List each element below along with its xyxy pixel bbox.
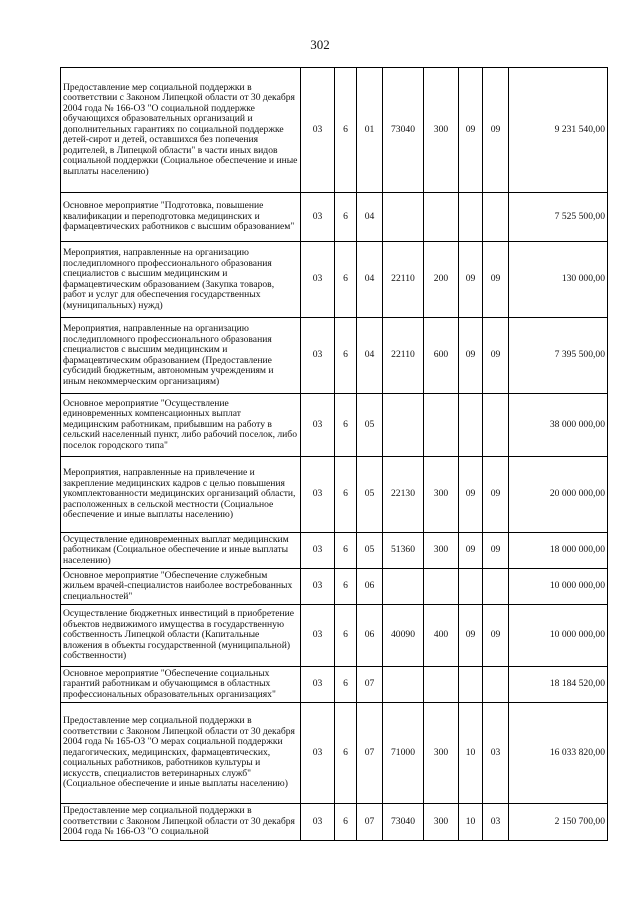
table-row — [61, 193, 608, 242]
description-cell: Мероприятия, направленные на организацию последипломного профессионального образования специалистов с высшим медицинским и фармацевтическим образованием (Закупка товаров, работ и услуг для обеспечения государственных (муниципальных) нужд) — [61, 242, 301, 318]
amount-cell: 20 000 000,00 — [509, 457, 608, 533]
description-cell: Основное мероприятие "Обеспечение служебным жильем врачей-специалистов наиболее востребованных специальностей" — [61, 569, 301, 605]
code-2-cell: 6 — [335, 569, 357, 605]
code-1-cell: 03 — [301, 242, 335, 318]
code-5-cell — [424, 193, 459, 242]
table-row — [61, 804, 608, 841]
code-2-cell: 6 — [335, 667, 357, 703]
code-7-cell: 09 — [483, 242, 509, 318]
code-2-cell: 6 — [335, 242, 357, 318]
code-5-cell — [424, 394, 459, 457]
code-3-cell: 05 — [357, 394, 383, 457]
code-2-cell: 6 — [335, 533, 357, 569]
description-cell: Мероприятия, направленные на привлечение и закрепление медицинских кадров с целью повышения укомплектованности медицинских организаций области, расположенных в сельской местности (Социальное обеспечение и иные выплаты населению) — [61, 457, 301, 533]
code-1-cell: 03 — [301, 533, 335, 569]
table-row — [61, 569, 608, 605]
code-3-cell: 07 — [357, 667, 383, 703]
description-cell: Предоставление мер социальной поддержки в соответствии с Законом Липецкой области от 30 декабря 2004 года № 166-ОЗ "О социальной — [61, 804, 301, 841]
code-5-cell: 300 — [424, 533, 459, 569]
code-3-cell: 07 — [357, 804, 383, 841]
code-4-cell: 22110 — [383, 318, 424, 394]
code-7-cell: 09 — [483, 68, 509, 193]
code-5-cell: 600 — [424, 318, 459, 394]
description-cell: Основное мероприятие "Подготовка, повышение квалификации и переподготовка медицинских и фармацевтических работников с высшим образованием" — [61, 193, 301, 242]
code-7-cell — [483, 193, 509, 242]
table-row — [61, 457, 608, 533]
code-6-cell: 09 — [459, 318, 483, 394]
code-7-cell — [483, 394, 509, 457]
code-4-cell: 22130 — [383, 457, 424, 533]
amount-cell: 7 525 500,00 — [509, 193, 608, 242]
code-3-cell: 04 — [357, 193, 383, 242]
code-1-cell: 03 — [301, 394, 335, 457]
code-7-cell: 09 — [483, 457, 509, 533]
code-5-cell: 300 — [424, 703, 459, 804]
page-number: 302 — [310, 37, 330, 52]
code-4-cell: 73040 — [383, 804, 424, 841]
code-5-cell — [424, 667, 459, 703]
description-cell: Предоставление мер социальной поддержки в соответствии с Законом Липецкой области от 30 декабря 2004 года № 165-ОЗ "О мерах социальной поддержки педагогических, медицинских, фармацевтических, социальных работников, работников культуры и искусств, специалистов ветеринарных служб" (Социальное обеспечение и иные выплаты населению) — [61, 703, 301, 804]
code-4-cell — [383, 569, 424, 605]
code-7-cell: 09 — [483, 605, 509, 667]
table-row — [61, 667, 608, 703]
code-2-cell: 6 — [335, 193, 357, 242]
code-3-cell: 04 — [357, 242, 383, 318]
code-3-cell: 01 — [357, 68, 383, 193]
amount-cell: 10 000 000,00 — [509, 569, 608, 605]
budget-table — [60, 67, 608, 841]
amount-cell: 18 000 000,00 — [509, 533, 608, 569]
code-3-cell: 05 — [357, 533, 383, 569]
amount-cell: 9 231 540,00 — [509, 68, 608, 193]
code-5-cell: 400 — [424, 605, 459, 667]
code-7-cell: 09 — [483, 318, 509, 394]
code-4-cell — [383, 667, 424, 703]
table-row — [61, 242, 608, 318]
code-6-cell: 10 — [459, 804, 483, 841]
code-4-cell: 73040 — [383, 68, 424, 193]
code-4-cell: 22110 — [383, 242, 424, 318]
code-6-cell: 09 — [459, 457, 483, 533]
code-6-cell: 09 — [459, 68, 483, 193]
table-row — [61, 703, 608, 804]
code-3-cell: 06 — [357, 569, 383, 605]
code-1-cell: 03 — [301, 667, 335, 703]
code-1-cell: 03 — [301, 804, 335, 841]
code-4-cell: 51360 — [383, 533, 424, 569]
code-2-cell: 6 — [335, 457, 357, 533]
code-2-cell: 6 — [335, 68, 357, 193]
amount-cell: 10 000 000,00 — [509, 605, 608, 667]
description-cell: Мероприятия, направленные на организацию последипломного профессионального образования специалистов с высшим медицинским и фармацевтическим образованием (Предоставление субсидий бюджетным, автономным учреждениям и иным некоммерческим организациям) — [61, 318, 301, 394]
description-cell: Основное мероприятие "Осуществление единовременных компенсационных выплат медицинским работникам, прибывшим на работу в сельский населенный пункт, либо рабочий поселок, либо поселок городского типа" — [61, 394, 301, 457]
code-1-cell: 03 — [301, 318, 335, 394]
code-2-cell: 6 — [335, 605, 357, 667]
description-cell: Основное мероприятие "Обеспечение социальных гарантий работникам и обучающимся в областных профессиональных образовательных организациях" — [61, 667, 301, 703]
code-1-cell: 03 — [301, 703, 335, 804]
code-7-cell — [483, 569, 509, 605]
code-7-cell — [483, 667, 509, 703]
code-3-cell: 06 — [357, 605, 383, 667]
code-6-cell — [459, 193, 483, 242]
code-1-cell: 03 — [301, 457, 335, 533]
amount-cell: 130 000,00 — [509, 242, 608, 318]
code-6-cell — [459, 667, 483, 703]
code-6-cell: 10 — [459, 703, 483, 804]
table-row — [61, 318, 608, 394]
amount-cell: 16 033 820,00 — [509, 703, 608, 804]
code-1-cell: 03 — [301, 68, 335, 193]
code-1-cell: 03 — [301, 193, 335, 242]
code-5-cell — [424, 569, 459, 605]
amount-cell: 2 150 700,00 — [509, 804, 608, 841]
code-3-cell: 07 — [357, 703, 383, 804]
code-6-cell — [459, 569, 483, 605]
code-6-cell — [459, 394, 483, 457]
code-5-cell: 200 — [424, 242, 459, 318]
table-row — [61, 394, 608, 457]
amount-cell: 18 184 520,00 — [509, 667, 608, 703]
code-2-cell: 6 — [335, 394, 357, 457]
code-4-cell — [383, 193, 424, 242]
code-4-cell: 71000 — [383, 703, 424, 804]
amount-cell: 38 000 000,00 — [509, 394, 608, 457]
description-cell: Осуществление единовременных выплат медицинским работникам (Социальное обеспечение и иные выплаты населению) — [61, 533, 301, 569]
code-1-cell: 03 — [301, 605, 335, 667]
code-6-cell: 09 — [459, 242, 483, 318]
code-2-cell: 6 — [335, 804, 357, 841]
code-7-cell: 09 — [483, 533, 509, 569]
code-7-cell: 03 — [483, 804, 509, 841]
amount-cell: 7 395 500,00 — [509, 318, 608, 394]
table-row — [61, 68, 608, 193]
table-row — [61, 533, 608, 569]
code-4-cell: 40090 — [383, 605, 424, 667]
code-2-cell: 6 — [335, 318, 357, 394]
code-1-cell: 03 — [301, 569, 335, 605]
code-2-cell: 6 — [335, 703, 357, 804]
code-7-cell: 03 — [483, 703, 509, 804]
description-cell: Осуществление бюджетных инвестиций в приобретение объектов недвижимого имущества в государственную собственность Липецкой области (Капитальные вложения в объекты государственной (муниципальной) собственности) — [61, 605, 301, 667]
table-row — [61, 605, 608, 667]
code-6-cell: 09 — [459, 605, 483, 667]
code-3-cell: 05 — [357, 457, 383, 533]
code-3-cell: 04 — [357, 318, 383, 394]
description-cell: Предоставление мер социальной поддержки в соответствии с Законом Липецкой области от 30 декабря 2004 года № 166-ОЗ "О социальной поддержке обучающихся образовательных организаций и дополнительных гарантиях по социальной поддержке детей-сирот и детей, оставшихся без попечения родителей, в Липецкой области" в части иных видов социальной поддержки (Социальное обеспечение и иные выплаты населению) — [61, 68, 301, 193]
table-body — [61, 68, 608, 841]
code-5-cell: 300 — [424, 68, 459, 193]
code-5-cell: 300 — [424, 804, 459, 841]
code-5-cell: 300 — [424, 457, 459, 533]
code-6-cell: 09 — [459, 533, 483, 569]
code-4-cell — [383, 394, 424, 457]
